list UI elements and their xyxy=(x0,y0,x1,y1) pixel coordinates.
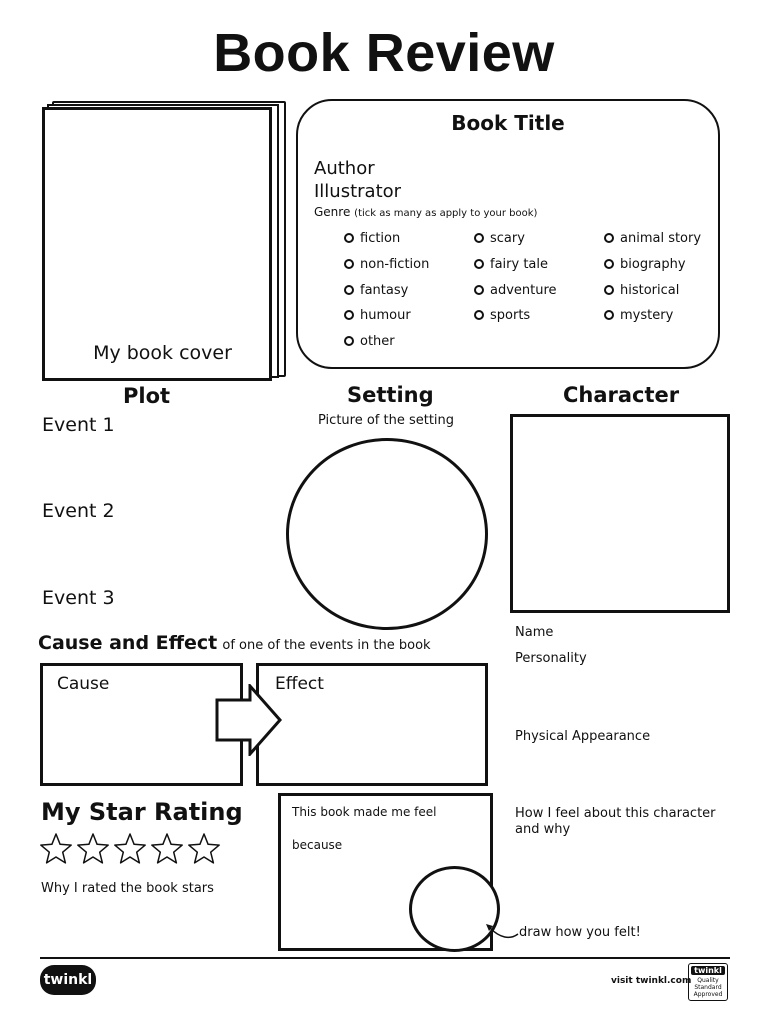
star-icon[interactable] xyxy=(75,832,111,866)
star-icon[interactable] xyxy=(38,832,74,866)
genre-option-label: humour xyxy=(360,308,411,323)
genre-option-label: mystery xyxy=(620,308,674,323)
setting-heading: Setting xyxy=(347,383,434,407)
arrow-right-icon xyxy=(214,684,284,756)
star-icon[interactable] xyxy=(149,832,185,866)
genre-option-label: biography xyxy=(620,257,686,272)
genre-option-label: fiction xyxy=(360,231,401,246)
genre-option[interactable] xyxy=(474,231,525,246)
checkbox-circle-icon[interactable] xyxy=(604,233,614,243)
checkbox-circle-icon[interactable] xyxy=(344,310,354,320)
cause-label: Cause xyxy=(57,674,110,694)
genre-option-label: animal story xyxy=(620,231,702,246)
book-cover-label: My book cover xyxy=(93,342,232,364)
character-feel-label: How I feel about this character xyxy=(515,806,716,821)
plot-heading: Plot xyxy=(123,384,171,408)
star-icon[interactable] xyxy=(112,832,148,866)
event-3-label: Event 3 xyxy=(42,587,115,609)
star-rating-reason-label: Why I rated the book stars xyxy=(41,881,214,896)
because-label: because xyxy=(292,838,343,852)
footer-divider xyxy=(40,957,730,959)
checkbox-circle-icon[interactable] xyxy=(604,310,614,320)
quality-badge xyxy=(688,963,728,1001)
genre-option[interactable] xyxy=(604,231,701,246)
star-rating-heading: My Star Rating xyxy=(41,798,243,826)
badge-brand: twinkl xyxy=(691,966,725,975)
book-cover-drawing-box[interactable] xyxy=(42,107,272,381)
genre-option-label: other xyxy=(360,334,395,349)
genre-option[interactable] xyxy=(474,283,557,298)
cause-effect-heading: Cause and Effect xyxy=(38,632,218,654)
cause-effect-heading-row xyxy=(38,632,431,654)
checkbox-circle-icon[interactable] xyxy=(604,259,614,269)
effect-label: Effect xyxy=(275,674,324,694)
made-me-feel-label: This book made me feel xyxy=(292,805,437,819)
book-title-label: Book Title xyxy=(451,111,565,135)
event-2-label: Event 2 xyxy=(42,500,115,522)
character-name-label: Name xyxy=(515,625,554,640)
visit-link[interactable]: visit twinkl.com xyxy=(611,976,692,986)
genre-option[interactable] xyxy=(344,283,408,298)
event-1-label: Event 1 xyxy=(42,414,115,436)
genre-label xyxy=(314,205,537,219)
curved-arrow-icon xyxy=(484,918,520,942)
character-appearance-label: Physical Appearance xyxy=(515,729,651,744)
checkbox-circle-icon[interactable] xyxy=(344,259,354,269)
genre-hint: (tick as many as apply to your book) xyxy=(354,208,538,219)
badge-line-1: Quality Standard xyxy=(694,977,722,991)
genre-option-label: scary xyxy=(490,231,525,246)
genre-option[interactable] xyxy=(344,231,400,246)
genre-option[interactable] xyxy=(604,308,673,323)
genre-option-label: adventure xyxy=(490,283,557,298)
star-icon[interactable] xyxy=(186,832,222,866)
genre-option-label: historical xyxy=(620,283,680,298)
genre-option-label: non-fiction xyxy=(360,257,430,272)
setting-caption: Picture of the setting xyxy=(318,413,455,428)
character-picture-box[interactable] xyxy=(510,414,730,613)
genre-option[interactable] xyxy=(344,308,411,323)
draw-how-you-felt-label: draw how you felt! xyxy=(519,925,641,940)
character-feel-label-2: and why xyxy=(515,822,571,837)
author-label: Author xyxy=(314,158,375,179)
genre-option[interactable] xyxy=(474,257,548,272)
genre-option[interactable] xyxy=(604,257,686,272)
character-heading: Character xyxy=(563,383,680,407)
illustrator-label: Illustrator xyxy=(314,181,402,202)
genre-option[interactable] xyxy=(344,334,395,349)
page-title: Book Review xyxy=(213,23,555,83)
badge-line-2: Approved xyxy=(693,991,723,998)
setting-picture-circle[interactable] xyxy=(286,438,488,630)
genre-option[interactable] xyxy=(344,257,429,272)
checkbox-circle-icon[interactable] xyxy=(474,310,484,320)
checkbox-circle-icon[interactable] xyxy=(344,285,354,295)
star-rating[interactable] xyxy=(38,832,223,870)
checkbox-circle-icon[interactable] xyxy=(344,233,354,243)
twinkl-logo: twinkl xyxy=(40,965,96,995)
genre-option-label: fantasy xyxy=(360,283,409,298)
checkbox-circle-icon[interactable] xyxy=(474,285,484,295)
cause-effect-subheading: of one of the events in the book xyxy=(222,638,431,653)
genre-option-label: fairy tale xyxy=(490,257,548,272)
genre-option[interactable] xyxy=(474,308,530,323)
checkbox-circle-icon[interactable] xyxy=(344,336,354,346)
checkbox-circle-icon[interactable] xyxy=(474,259,484,269)
genre-option[interactable] xyxy=(604,283,679,298)
checkbox-circle-icon[interactable] xyxy=(604,285,614,295)
character-personality-label: Personality xyxy=(515,651,587,666)
genre-option-label: sports xyxy=(490,308,531,323)
checkbox-circle-icon[interactable] xyxy=(474,233,484,243)
genre-title: Genre xyxy=(314,205,351,219)
